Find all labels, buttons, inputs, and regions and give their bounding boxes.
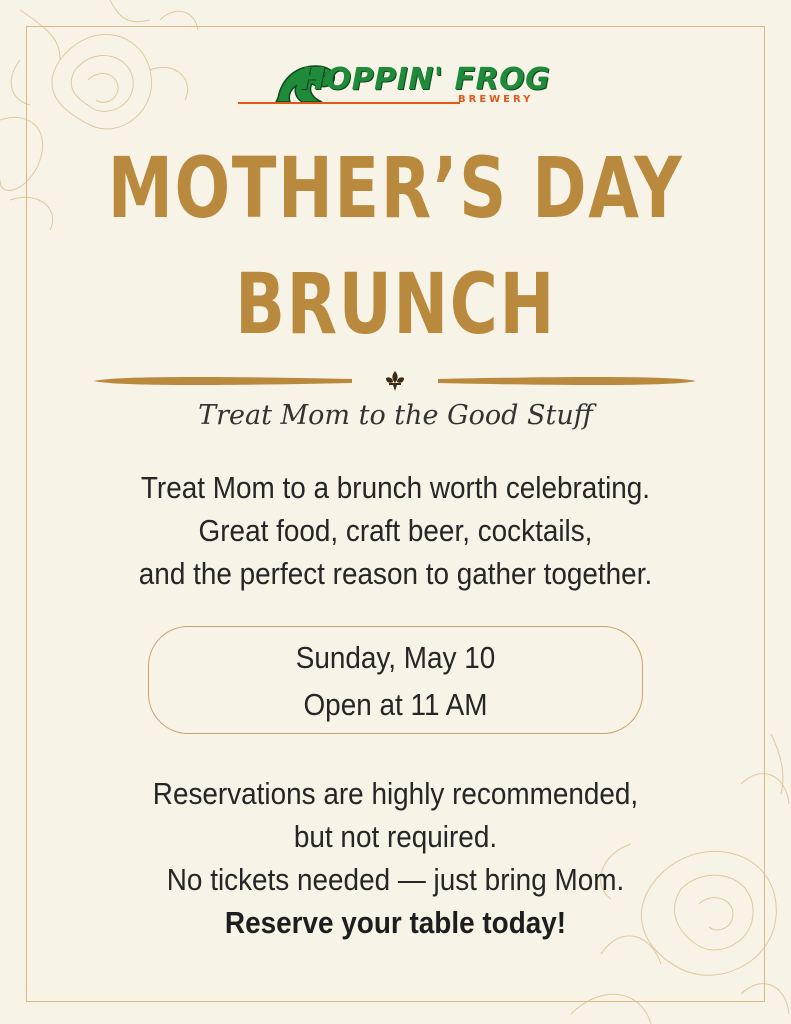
reservation-info — [40, 772, 752, 944]
ornamental-divider — [94, 366, 696, 396]
intro-line-2: Great food, craft beer, cocktails, — [198, 513, 593, 548]
intro-line-1: Treat Mom to a brunch worth celebrating. — [140, 470, 651, 505]
tagline: Treat Mom to the Good Stuff — [198, 400, 593, 431]
logo-subtitle: BREWERY — [458, 94, 534, 105]
event-info — [40, 634, 752, 728]
headline-line-2: BRUNCH — [235, 255, 556, 353]
reservation-line-3: No tickets needed — just bring Mom. — [166, 862, 625, 897]
brewery-logo — [238, 58, 550, 108]
reservation-line-2: but not required. — [293, 819, 498, 854]
intro-text — [40, 466, 752, 595]
headline-line-1: MOTHER’S DAY — [107, 139, 684, 237]
logo-name: HOPPIN' FROG — [300, 62, 551, 97]
intro-line-3: and the perfect reason to gather together. — [138, 556, 653, 591]
reserve-call-to-action: Reserve your table today! — [224, 905, 567, 940]
fleur-de-lis-icon — [386, 371, 404, 391]
event-time: Open at 11 AM — [303, 687, 488, 722]
event-date: Sunday, May 10 — [295, 640, 496, 675]
logo-underline — [238, 102, 460, 104]
reservation-line-1: Reservations are highly recommended, — [152, 776, 639, 811]
